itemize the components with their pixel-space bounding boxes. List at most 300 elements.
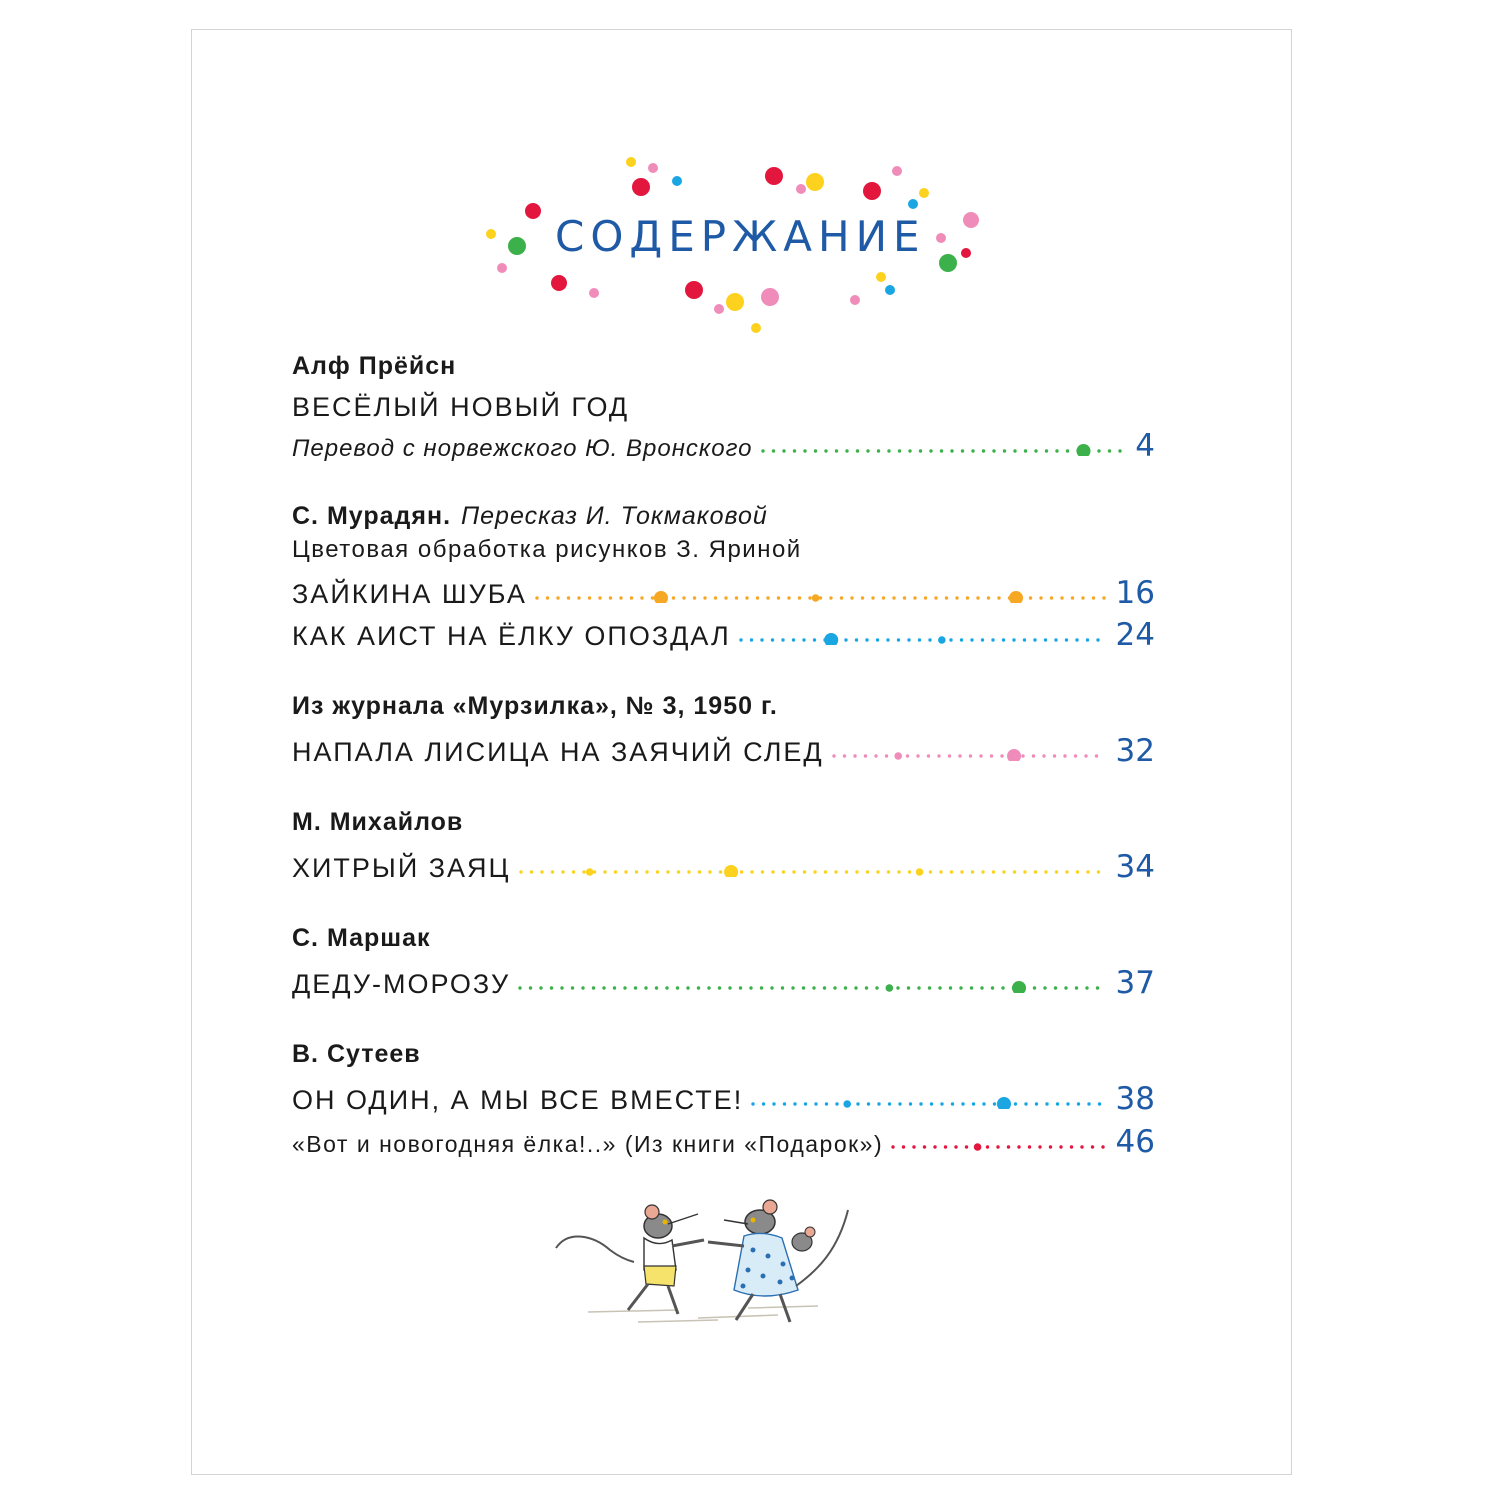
leader-dot [630,596,633,599]
leader-big-dot [724,865,738,877]
leader-dot [813,449,816,452]
toc-entry[interactable] [292,1124,1155,1160]
leader-dot [703,596,706,599]
work-title: ДЕДУ-МОРОЗУ [292,969,511,999]
leader-dot [624,870,627,873]
leader-mid-dot [844,1100,852,1108]
leader-dot [970,986,973,989]
leader-dot [739,638,742,641]
leader-dot [971,449,974,452]
leader-dot [804,1102,807,1105]
leader-dot [937,754,940,757]
leader-dot [588,596,591,599]
leader-dot [1035,1102,1038,1105]
leader-dot [834,870,837,873]
leader-dot [1039,596,1042,599]
leader-dot [655,870,658,873]
leader-dot [752,1102,755,1105]
leader-dot [991,986,994,989]
leader-dot [1096,870,1099,873]
leader-dot [997,596,1000,599]
leader-dot [686,986,689,989]
leader-dot [561,870,564,873]
leader-dot [949,638,952,641]
toc-entry[interactable] [292,965,1155,1001]
leader-dot [676,870,679,873]
toc-entry[interactable] [292,849,1155,885]
leader-dot [792,449,795,452]
page-number: 32 [1115,733,1155,769]
leader-dot [672,596,675,599]
leader-dot [1044,449,1047,452]
leader-big-dot [1012,981,1026,993]
leader-dot [1032,754,1035,757]
leader-dot [771,638,774,641]
leader-dot [1055,449,1058,452]
leader-dot [886,870,889,873]
leader-dot [918,449,921,452]
leader-dot [934,596,937,599]
leader-dot [987,596,990,599]
page-number: 16 [1115,575,1155,611]
leader-dot [834,449,837,452]
leader-dot [891,1145,894,1148]
leader-dot [1042,754,1045,757]
leader-dot [902,1145,905,1148]
leader-dot [875,986,878,989]
leader-dot [1033,638,1036,641]
leader-dot [979,754,982,757]
leader-dot [770,986,773,989]
dot-leader [739,631,1108,645]
leader-dot [916,754,919,757]
leader-dot [980,986,983,989]
leader-dot [640,596,643,599]
leader-dot [1012,870,1015,873]
author-name: Алф Прёйсн [292,352,457,380]
leader-dot [928,870,931,873]
toc-entry[interactable] [292,733,1155,769]
leader-dot [923,1145,926,1148]
leader-dot [581,986,584,989]
leader-dot [1013,449,1016,452]
author-name: Из журнала «Мурзилка», № 3, 1950 г. [292,692,778,720]
leader-dot [1053,754,1056,757]
leader-dot [1098,1102,1101,1105]
leader-mid-dot [915,868,923,876]
leader-dot [970,870,973,873]
leader-dot [844,986,847,989]
leader-dot [812,986,815,989]
leader-dot [645,870,648,873]
leader-dot [907,986,910,989]
leader-dot [844,870,847,873]
leader-dot [777,596,780,599]
leader-dot [864,754,867,757]
leader-dot [1074,754,1077,757]
leader-dot [824,449,827,452]
leader-dot [958,754,961,757]
leader-dot [1034,449,1037,452]
leader-dot [1046,1102,1049,1105]
leader-dot [1097,449,1100,452]
author-name-text: С. Мурадян. [292,502,452,530]
leader-dot [990,754,993,757]
leader-dot [829,596,832,599]
leader-dot [1023,449,1026,452]
work-title: ХИТРЫЙ ЗАЯЦ [292,853,511,883]
leader-dot [771,449,774,452]
leader-dot [666,870,669,873]
leader-dot [930,1102,933,1105]
leader-dot [1043,986,1046,989]
dot-leader [535,589,1108,603]
leader-dot [802,986,805,989]
work-title: ОН ОДИН, А МЫ ВСЕ ВМЕСТЕ! [292,1085,744,1115]
leader-dot [550,870,553,873]
leader-dot [560,986,563,989]
leader-dot [928,986,931,989]
leader-mid-dot [974,1143,982,1151]
leader-dot [1025,1102,1028,1105]
leader-dot [850,596,853,599]
leader-dot [1014,1102,1017,1105]
leader-dot [885,754,888,757]
leader-dot [707,986,710,989]
leader-dot [1007,1145,1010,1148]
leader-dot [823,870,826,873]
leader-dot [787,596,790,599]
leader-dot [693,596,696,599]
leader-dot [981,449,984,452]
leader-dot [644,986,647,989]
author-name [292,502,768,531]
dancing-mice-illustration [548,1190,853,1330]
author-name: С. Маршак [292,924,431,952]
leader-dot [1028,1145,1031,1148]
leader-dot [781,986,784,989]
leader-dot [697,870,700,873]
leader-dot [1081,596,1084,599]
leader-dot [1086,870,1089,873]
leader-dot [840,596,843,599]
leader-dot [756,596,759,599]
illustration-credit: Цветовая обработка рисунков З. Яриной [292,536,802,563]
leader-dot [897,449,900,452]
leader-dot [665,986,668,989]
leader-dot [535,596,538,599]
leader-dot [960,638,963,641]
leader-dot [760,870,763,873]
dot-leader [891,1138,1107,1152]
leader-dot [965,1145,968,1148]
leader-dot [634,986,637,989]
leader-dot [950,449,953,452]
leader-dot [813,870,816,873]
leader-dot [907,870,910,873]
leader-dot [833,986,836,989]
leader-dot [1056,1102,1059,1105]
leader-dot [976,596,979,599]
leader-dot [735,596,738,599]
leader-dot [959,986,962,989]
work-subtitle: Перевод с норвежского Ю. Вронского [292,435,753,462]
leader-dot [760,638,763,641]
leader-dot [1033,870,1036,873]
leader-dot [676,986,679,989]
leader-dot [791,986,794,989]
leader-dot [529,986,532,989]
leader-mid-dot [812,594,820,602]
page-number: 24 [1115,617,1155,653]
leader-dot [1107,449,1110,452]
leader-big-dot [824,633,838,645]
leader-mid-dot [894,752,902,760]
leader-dot [603,870,606,873]
leader-dot [906,754,909,757]
leader-dot [1059,1145,1062,1148]
leader-dot [1102,596,1105,599]
leader-dot [853,754,856,757]
leader-dot [843,754,846,757]
leader-big-dot [1007,749,1021,761]
leader-dot [996,1145,999,1148]
leader-dot [1064,986,1067,989]
leader-dot [1002,449,1005,452]
toc-entry[interactable] [292,392,1155,423]
leader-dot [970,638,973,641]
leader-dot [876,449,879,452]
leader-dot [865,638,868,641]
leader-dot [951,1102,954,1105]
leader-dot [792,638,795,641]
leader-dot [714,596,717,599]
leader-dot [1033,986,1036,989]
leader-dot [798,596,801,599]
leader-dot [750,638,753,641]
leader-dot [981,870,984,873]
leader-dot [1023,638,1026,641]
leader-dot [857,1102,860,1105]
work-title: НАПАЛА ЛИСИЦА НА ЗАЯЧИЙ СЛЕД [292,737,824,767]
dot-leader [832,747,1108,761]
leader-dot [983,1102,986,1105]
leader-dot [1084,754,1087,757]
toc-entry[interactable] [292,428,1155,464]
leader-dot [892,596,895,599]
leader-dot [823,986,826,989]
toc-entry[interactable] [292,1081,1155,1117]
leader-big-dot [1076,444,1090,456]
leader-mid-dot [938,636,946,644]
leader-dot [1060,596,1063,599]
leader-dot [918,638,921,641]
leader-dot [1095,754,1098,757]
leader-dot [825,1102,828,1105]
leader-dot [949,986,952,989]
leader-dot [745,596,748,599]
page-number: 37 [1115,965,1155,1001]
leader-dot [1017,1145,1020,1148]
leader-dot [1092,596,1095,599]
leader-dot [781,870,784,873]
leader-dot [619,596,622,599]
leader-dot [1091,1145,1094,1148]
leader-dot [1075,870,1078,873]
leader-dot [518,986,521,989]
leader-dot [861,596,864,599]
leader-dot [1002,638,1005,641]
leader-mid-dot [585,868,593,876]
leader-dot [966,596,969,599]
work-title: «Вот и новогодняя ёлка!..» (Из книги «Подарок») [292,1131,884,1157]
leader-dot [1002,870,1005,873]
leader-dot [927,754,930,757]
leader-dot [903,596,906,599]
leader-dot [960,870,963,873]
leader-dot [571,870,574,873]
leader-dot [1096,638,1099,641]
leader-dot [878,1102,881,1105]
leader-dot [602,986,605,989]
leader-dot [728,986,731,989]
leader-dot [1038,1145,1041,1148]
leader-dot [924,596,927,599]
leader-dot [802,870,805,873]
page-number: 46 [1115,1124,1155,1160]
leader-dot [865,986,868,989]
leader-dot [1065,449,1068,452]
toc-entry[interactable] [292,617,1155,653]
leader-dot [724,596,727,599]
leader-dot [556,596,559,599]
leader-dot [972,1102,975,1105]
leader-dot [938,986,941,989]
work-title: КАК АИСТ НА ЁЛКУ ОПОЗДАЛ [292,621,731,651]
leader-dot [986,1145,989,1148]
leader-dot [613,986,616,989]
leader-dot [855,449,858,452]
leader-dot [773,1102,776,1105]
page-number: 34 [1115,849,1155,885]
leader-dot [981,638,984,641]
leader-dot [1021,754,1024,757]
leader-dot [836,1102,839,1105]
leader-dot [991,870,994,873]
leader-big-dot [654,591,668,603]
leader-dot [1054,986,1057,989]
leader-dot [886,638,889,641]
leader-dot [1086,638,1089,641]
leader-dot [939,449,942,452]
toc-entry[interactable] [292,575,1155,611]
leader-dot [634,870,637,873]
leader-dot [815,1102,818,1105]
leader-dot [944,1145,947,1148]
leader-dot [540,870,543,873]
leader-dot [623,986,626,989]
author-name: В. Сутеев [292,1040,421,1068]
leader-dot [1054,870,1057,873]
leader-dot [760,986,763,989]
leader-dot [1054,638,1057,641]
leader-mid-dot [886,984,894,992]
leader-dot [845,449,848,452]
leader-dot [1088,1102,1091,1105]
leader-dot [896,986,899,989]
leader-dot [697,986,700,989]
leader-dot [567,596,570,599]
leader-dot [803,449,806,452]
author-name: М. Михайлов [292,808,464,836]
leader-dot [913,596,916,599]
leader-dot [1050,596,1053,599]
leader-dot [1001,986,1004,989]
leader-dot [1012,638,1015,641]
leader-dot [917,986,920,989]
leader-dot [1118,449,1121,452]
leader-dot [782,449,785,452]
leader-big-dot [1009,591,1023,603]
leader-dot [876,638,879,641]
leader-dot [897,870,900,873]
leader-dot [1096,986,1099,989]
leader-dot [949,870,952,873]
leader-dot [866,449,869,452]
author-note: Пересказ И. Токмаковой [461,502,768,530]
leader-dot [1023,870,1026,873]
leader-dot [899,1102,902,1105]
leader-dot [1065,638,1068,641]
leader-dot [909,1102,912,1105]
leader-dot [762,1102,765,1105]
leader-dot [908,449,911,452]
leader-dot [582,870,585,873]
leader-dot [1065,870,1068,873]
leader-dot [655,986,658,989]
leader-dot [955,596,958,599]
leader-dot [954,1145,957,1148]
page-number: 38 [1115,1081,1155,1117]
leader-dot [1044,870,1047,873]
work-title: ЗАЙКИНА ШУБА [292,579,527,609]
leader-dot [1067,1102,1070,1105]
leader-dot [912,1145,915,1148]
leader-dot [832,754,835,757]
leader-dot [781,638,784,641]
leader-dot [876,870,879,873]
leader-dot [888,1102,891,1105]
leader-dot [1071,596,1074,599]
leader-dot [1080,1145,1083,1148]
leader-dot [867,1102,870,1105]
leader-dot [802,638,805,641]
leader-dot [993,1102,996,1105]
dot-leader [518,979,1107,993]
leader-dot [718,870,721,873]
leader-dot [1070,1145,1073,1148]
leader-dot [1000,754,1003,757]
leader-dot [1075,638,1078,641]
leader-dot [761,449,764,452]
leader-dot [783,1102,786,1105]
leader-dot [539,986,542,989]
dot-leader [519,863,1108,877]
leader-dot [792,870,795,873]
leader-dot [1044,638,1047,641]
leader-dot [1075,986,1078,989]
leader-dot [571,986,574,989]
